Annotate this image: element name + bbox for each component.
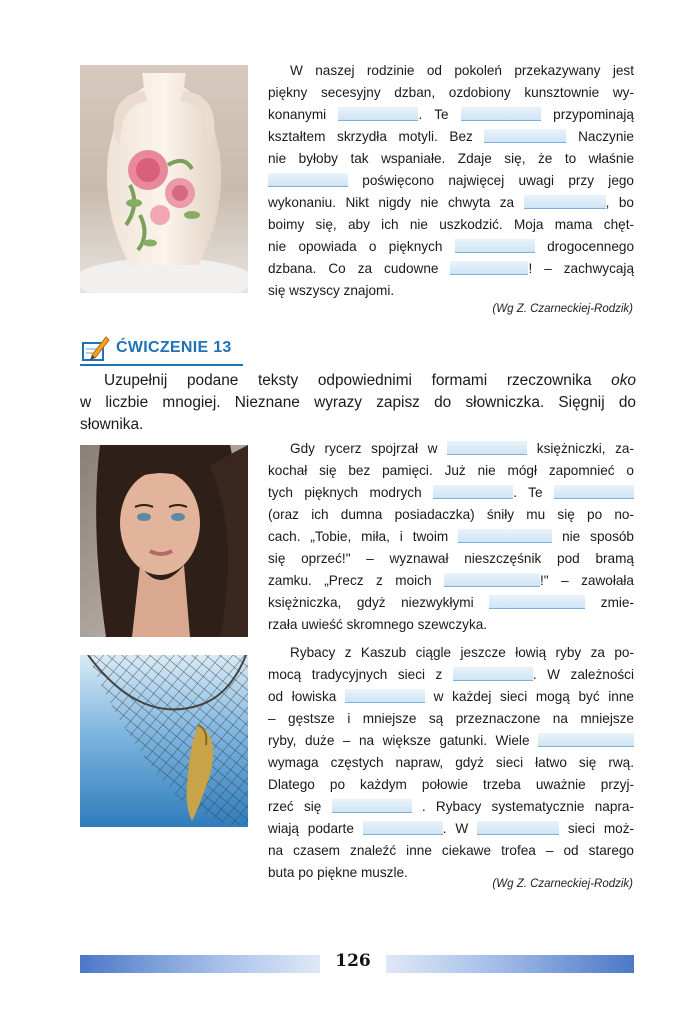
answer-gap[interactable]	[345, 689, 425, 703]
source-citation: (Wg Z. Czarneckiej-Rodzik)	[492, 878, 633, 890]
pencil-notepad-icon	[80, 333, 110, 363]
source-citation: (Wg Z. Czarneckiej-Rodzik)	[492, 303, 633, 315]
heading-underline	[80, 364, 243, 366]
footer-bar-right	[386, 955, 634, 973]
page-number: 126	[335, 951, 371, 971]
answer-gap[interactable]	[444, 573, 540, 587]
footer-bar-left	[80, 955, 320, 973]
woman-portrait-photo	[80, 445, 248, 637]
answer-gap[interactable]	[458, 529, 552, 543]
answer-gap[interactable]	[484, 129, 566, 143]
exercise-title: ĆWICZENIE 13	[116, 339, 232, 356]
passage-eyes: Gdy rycerz spojrzał w księżniczki, za- kochał się bez pamięci. Już nie mógł zapomnieć o tych pięknych modrych . Te (oraz ich dumna posiadaczka) śniły mu się po no- cach. „Tobie, miła, i twoim nie sposób się oprzeć!" – wyznawał nieszczęśnik pod bramą zamku. „Precz z moich !" – zawołała księżniczka, gdyż niezwykłymi zmie- rzała uwieść skromnego szewczyka.	[268, 441, 634, 632]
answer-gap[interactable]	[455, 239, 535, 253]
answer-gap[interactable]	[433, 485, 513, 499]
passage-vase: W naszej rodzinie od pokoleń przekazywany jest piękny secesyjny dzban, ozdobiony kunsztownie wy- konanymi . Te przypominają kształtem skrzydła motyli. Bez Naczynie nie byłoby tak wspaniałe. Zdaje się, że to właśnie poświęcono najwięcej uwagi przy jego wykonaniu. Nikt nigdy nie chwyta za , bo boimy się, aby ich nie uszkodzić. Moja mama chęt- nie opowiada o pięknych drogocennego dzbana. Co za cudowne ! – zachwycają się wszyscy znajomi.	[268, 63, 634, 298]
exercise-heading	[80, 333, 232, 363]
vase-photo	[80, 65, 248, 293]
answer-gap[interactable]	[554, 485, 634, 499]
answer-gap[interactable]	[524, 195, 606, 209]
passage-nets: Rybacy z Kaszub ciągle jeszcze łowią ryby za po- mocą tradycyjnych sieci z . W zależności od łowiska w każdej sieci mogą być inne – gęstsze i mniejsze są przeznaczone na mniejsze ryby, duże – na większe gatunki. Wiele wymaga częstych napraw, gdyż sieci łatwo się rwą. Dlatego po każdym połowie trzeba uważnie przyj- rzeć się . Rybacy systematycznie napra- wiają podarte . W sieci moż- na czasem znaleźć inne ciekawe trofea – od starego buta po piękne muszle.	[268, 645, 634, 880]
answer-gap[interactable]	[363, 821, 443, 835]
answer-gap[interactable]	[332, 799, 412, 813]
answer-gap[interactable]	[447, 441, 527, 455]
answer-gap[interactable]	[450, 261, 528, 275]
answer-gap[interactable]	[338, 107, 418, 121]
answer-gap[interactable]	[453, 667, 533, 681]
fishing-net-photo	[80, 655, 248, 827]
answer-gap[interactable]	[268, 173, 348, 187]
answer-gap[interactable]	[538, 733, 634, 747]
exercise-instruction: Uzupełnij podane teksty odpowiednimi formami rzeczownika oko w liczbie mnogiej. Nieznane wyrazy zapisz do słowniczka. Sięgnij do słownika.	[80, 372, 636, 433]
answer-gap[interactable]	[461, 107, 541, 121]
answer-gap[interactable]	[477, 821, 559, 835]
answer-gap[interactable]	[489, 595, 585, 609]
